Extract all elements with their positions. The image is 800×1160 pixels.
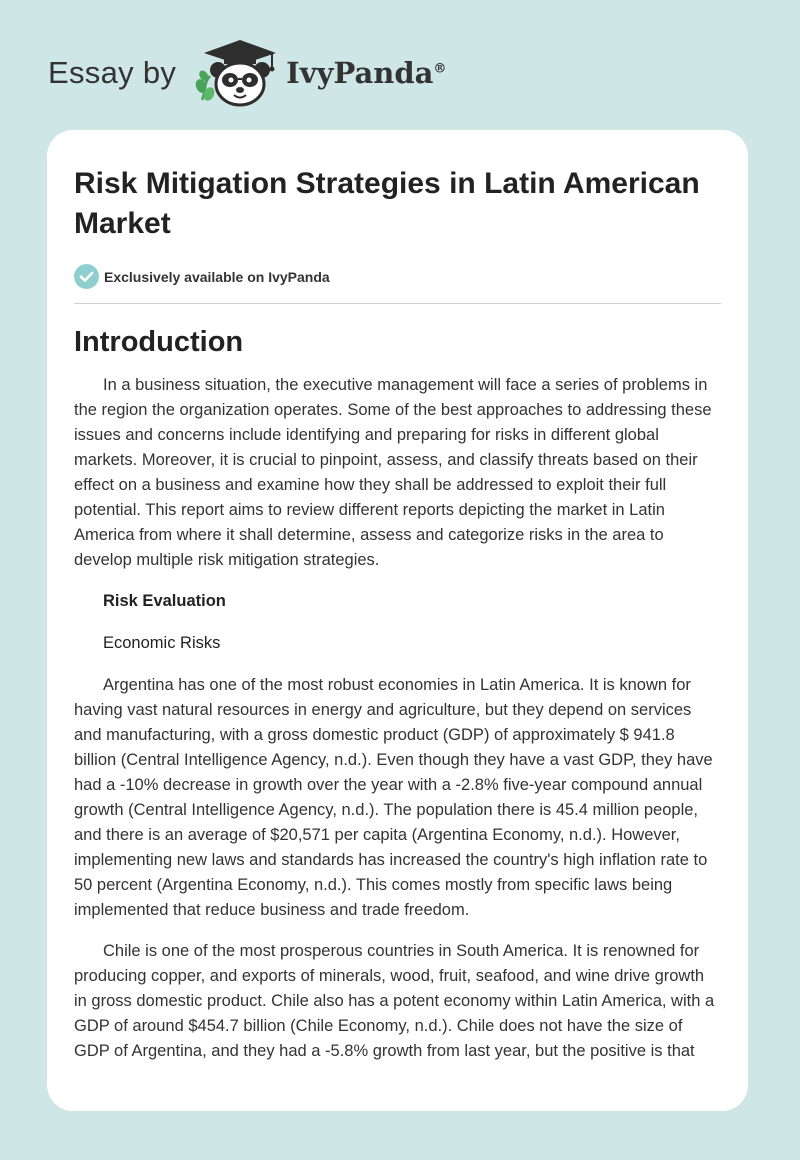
title-divider bbox=[74, 303, 721, 304]
panda-logo-icon bbox=[192, 38, 284, 108]
subheading-economic-risks: Economic Risks bbox=[103, 634, 221, 652]
section-heading: Introduction bbox=[74, 326, 244, 358]
subheading-risk-evaluation: Risk Evaluation bbox=[103, 592, 226, 610]
brand-name: IvyPanda® bbox=[286, 56, 447, 90]
brand-prefix: Essay by bbox=[48, 55, 177, 90]
check-circle-icon bbox=[74, 264, 99, 289]
intro-paragraph: In a business situation, the executive management will face a series of problems in the region the organization operates. Some of the best approaches to addressing these issues and concerns include identifying and preparing for risks in different global markets. Moreover, it is crucial to pinpoint, assess, and classify threats based on their effect on a business and examine how they shall be addressed to exploit their full potential. This report aims to review different reports depicting the market in Latin America from where it shall determine, assess and categorize risks in the area to develop multiple risk mitigation strategies. bbox=[74, 376, 712, 569]
brand-header[interactable] bbox=[48, 38, 446, 108]
exclusive-badge bbox=[74, 264, 721, 289]
paragraph-argentina: Argentina has one of the most robust economies in Latin America. It is known for having vast natural resources in energy and agriculture, but they depend on services and manufacturing, with a gross domestic product (GDP) of approximately $ 941.8 billion (Central Intelligence Agency, n.d.). Even though they have a vast GDP, they have had a -10% decrease in growth over the year with a -2.8% five-year compound annual growth (Central Intelligence Agency, n.d.). The population there is 45.4 million people, and there is an average of $20,571 per capita (Argentina Economy, n.d.). However, implementing new laws and standards has increased the country's high inflation rate to 50 percent (Argentina Economy, n.d.). This comes mostly from specific laws being implemented that reduce business and trade freedom. bbox=[74, 676, 713, 919]
article-title: Risk Mitigation Strategies in Latin American Market bbox=[74, 167, 700, 240]
article-card bbox=[47, 130, 748, 1111]
badge-text: Exclusively available on IvyPanda bbox=[104, 268, 330, 285]
paragraph-chile: Chile is one of the most prosperous countries in South America. It is renowned for producing copper, and exports of minerals, wood, fruit, seafood, and wine drive growth in gross domestic product. Chile also has a potent economy within Latin America, with a GDP of around $454.7 billion (Chile Economy, n.d.). Chile does not have the size of GDP of Argentina, and they had a -5.8% growth from last year, but the positive is that bbox=[74, 942, 715, 1060]
